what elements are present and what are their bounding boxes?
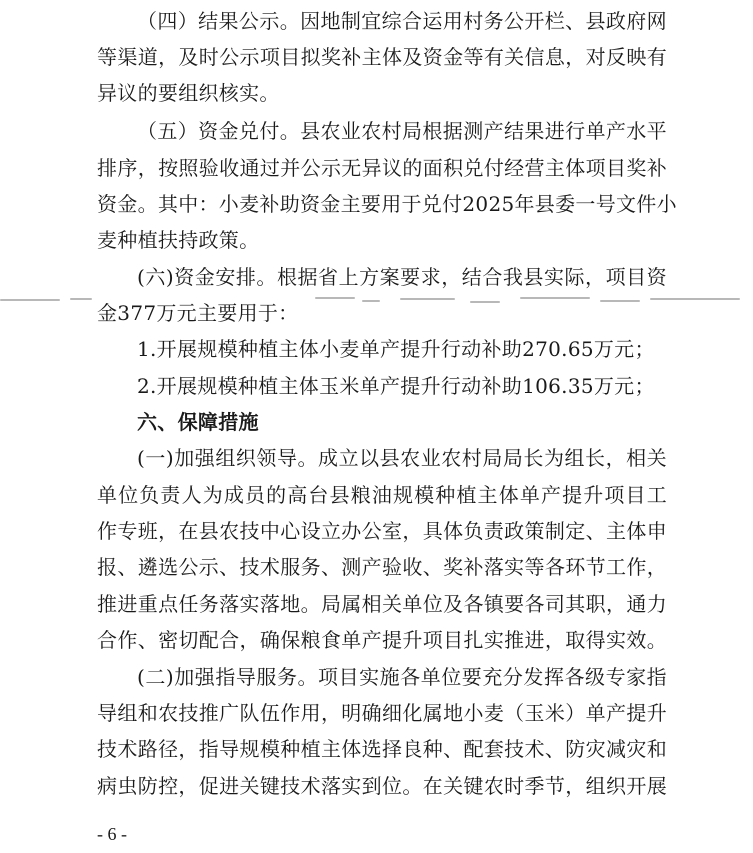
text-line: （五）资金兑付。县农业农村局根据测产结果进行单产水平 [137,119,667,143]
text-line: 推进重点任务落实落地。局属相关单位及各镇要各司其职，通力 [97,592,667,616]
text-line: 导组和农技推广队伍作用，明确细化属地小麦（玉米）单产提升 [97,701,667,725]
text-line: (二)加强指导服务。项目实施各单位要充分发挥各级专家指 [137,665,667,689]
page-number: - 6 - [97,824,127,844]
text-line: 技术路径，指导规模种植主体选择良种、配套技术、防灾减灾和 [97,737,667,761]
text-line: (一)加强组织领导。成立以县农业农村局局长为组长，相关 [137,446,667,470]
text-line: 资金。其中：小麦补助资金主要用于兑付2025年县委一号文件小 [97,192,677,216]
text-line: 排序，按照验收通过并公示无异议的面积兑付经营主体项目奖补 [97,156,667,180]
text-line: 异议的要组织核实。 [97,81,280,105]
section-heading: 六、保障措施 [137,410,259,434]
text-line: 合作、密切配合，确保粮食单产提升项目扎实推进，取得实效。 [97,628,667,652]
text-line: 等渠道，及时公示项目拟奖补主体及资金等有关信息，对反映有 [97,45,667,69]
text-line: 作专班，在县农技中心设立办公室，具体负责政策制定、主体申 [97,519,667,543]
text-line: 金377万元主要用于： [97,301,299,325]
text-line: 麦种植扶持政策。 [97,228,260,252]
text-line: 报、遴选公示、技术服务、测产验收、奖补落实等各环节工作， [97,555,667,579]
text-line: (六)资金安排。根据省上方案要求，结合我县实际，项目资 [137,265,667,289]
text-line: 1.开展规模种植主体小麦单产提升行动补助270.65万元； [137,337,655,361]
text-line: 2.开展规模种植主体玉米单产提升行动补助106.35万元； [137,374,655,398]
text-line: （四）结果公示。因地制宜综合运用村务公开栏、县政府网 [137,9,667,33]
text-line: 单位负责人为成员的高台县粮油规模种植主体单产提升项目工 [97,483,667,507]
text-line: 病虫防控，促进关键技术落实到位。在关键农时季节，组织开展 [97,774,667,798]
